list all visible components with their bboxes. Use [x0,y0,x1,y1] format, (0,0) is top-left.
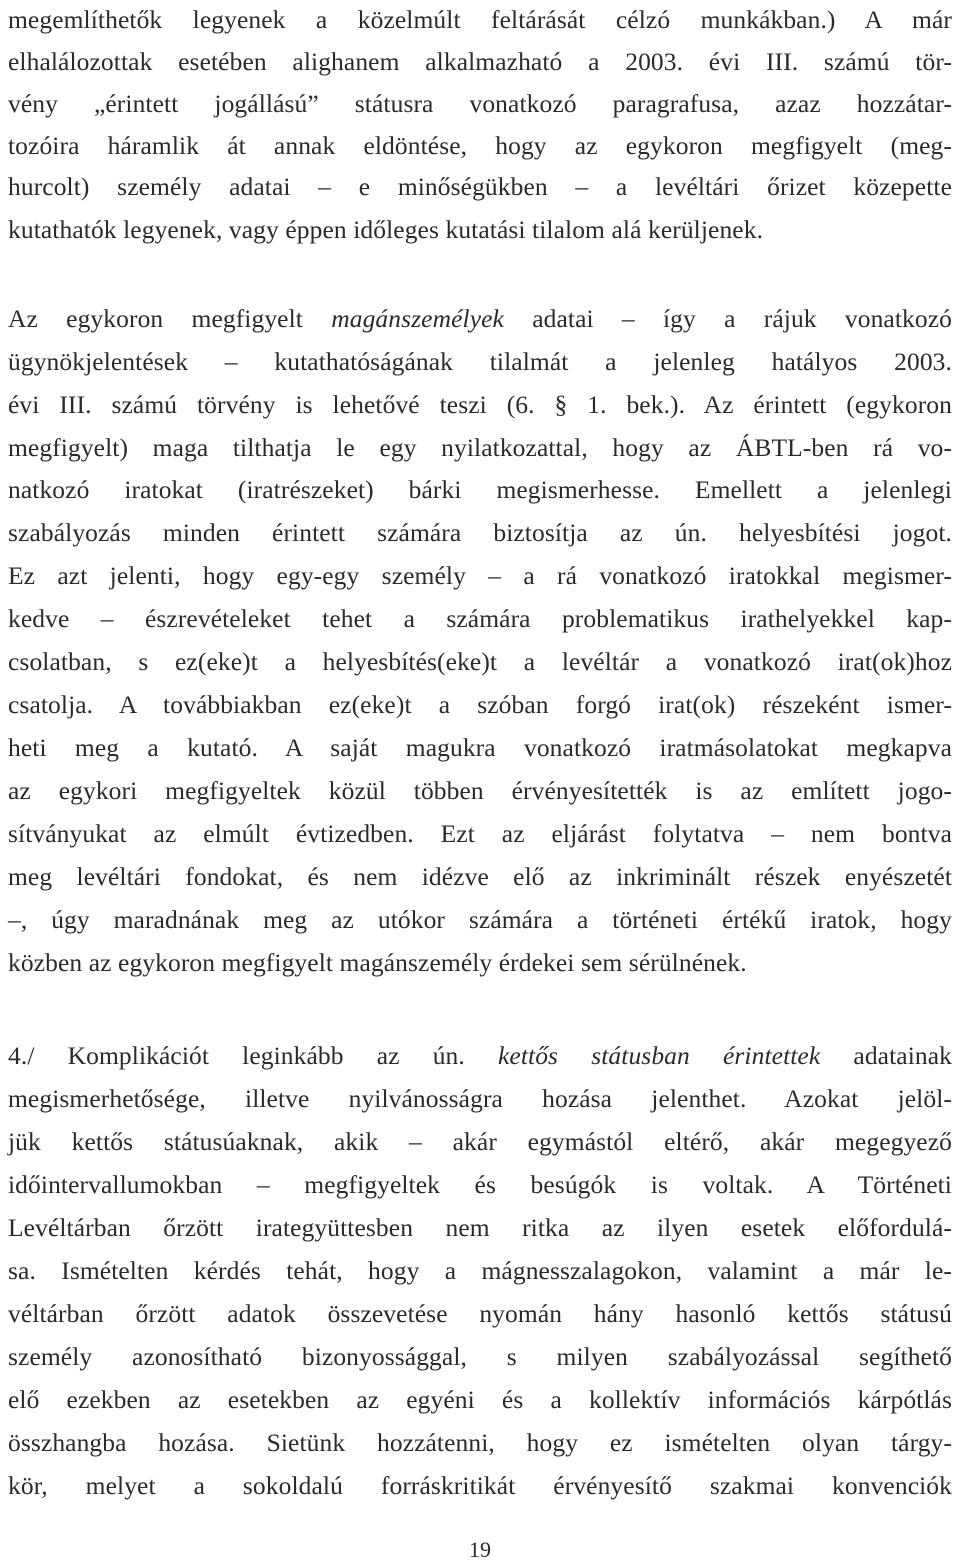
text-line: Ez azt jelenti, hogy egy-egy személy – a rá vonatkozó iratokkal megismer- [8,561,952,590]
text-line: személy azonosítható bizonyossággal, s milyen szabályozással segíthető [8,1342,952,1371]
text-line: kedve – észrevételeket tehet a számára problematikus irathelyekkel kap- [8,604,952,633]
text-line: kutathatók legyenek, vagy éppen időleges kutatási tilalom alá kerüljenek. [8,215,764,244]
text-line: –, úgy maradnának meg az utókor számára a történeti értékű iratok, hogy [8,905,952,934]
text-line: heti meg a kutató. A saját magukra vonatkozó iratmásolatokat megkapva [8,733,952,762]
text-line: elő ezekben az esetekben az egyéni és a kollektív információs kárpótlás [8,1385,952,1414]
text-line: csatolja. A továbbiakban ez(eke)t a szóban forgó irat(ok) részeként ismer- [8,690,952,719]
text-line: Az egykoron megfigyelt magánszemélyek adatai – így a rájuk vonatkozó [8,304,952,333]
text-line: sa. Ismételten kérdés tehát, hogy a mágnesszalagokon, valamint a már le- [8,1256,952,1285]
text-line: közben az egykoron megfigyelt magánszemély érdekei sem sérülnének. [8,948,747,977]
text-line: Levéltárban őrzött irategyüttesben nem ritka az ilyen esetek előfordulá- [8,1213,952,1242]
text-line: véltárban őrzött adatok összevetése nyomán hány hasonló kettős státusú [8,1299,952,1328]
text-line: hurcolt) személy adatai – e minőségükben – a levéltári őrizet közepette [8,172,952,201]
text-line: időintervallumokban – megfigyeltek és besúgók is voltak. A Történeti [8,1170,952,1199]
text-line: tozóira háramlik át annak eldöntése, hogy az egykoron megfigyelt (meg- [8,131,952,160]
text-line: jük kettős státusúaknak, akik – akár egymástól eltérő, akár megegyező [8,1127,952,1156]
text-line: ügynökjelentések – kutathatóságának tilalmát a jelenleg hatályos 2003. [8,347,952,376]
text-line: vény „érintett jogállású” státusra vonatkozó paragrafusa, azaz hozzátar- [8,89,952,118]
text-line: megismerhetősége, illetve nyilvánosságra hozása jelenthet. Azokat jelöl- [8,1084,952,1113]
text-line: natkozó iratokat (iratrészeket) bárki megismerhesse. Emellett a jelenlegi [8,475,952,504]
text-line: évi III. számú törvény is lehetővé teszi (6. § 1. bek.). Az érintett (egykoron [8,390,952,419]
text-line: 4./ Komplikációt leginkább az ún. kettős státusban érintettek adatainak [8,1041,952,1070]
text-line: meg levéltári fondokat, és nem idézve elő az inkriminált részek enyészetét [8,862,952,891]
text-line: elhalálozottak esetében alighanem alkalmazható a 2003. évi III. számú tör- [8,47,952,76]
text-line: az egykori megfigyeltek közül többen érvényesítették is az említett jogo- [8,776,952,805]
text-line: szabályozás minden érintett számára biztosítja az ún. helyesbítési jogot. [8,518,952,547]
emphasized-term: magánszemélyek [331,304,504,333]
text-line: összhangba hozása. Sietünk hozzátenni, hogy ez ismételten olyan tárgy- [8,1428,952,1457]
text-line: csolatban, s ez(eke)t a helyesbítés(eke)t a levéltár a vonatkozó irat(ok)hoz [8,647,952,676]
text-line: megfigyelt) maga tilthatja le egy nyilatkozattal, hogy az ÁBTL-ben rá vo- [8,433,952,462]
text-line: sítványukat az elmúlt évtizedben. Ezt az eljárást folytatva – nem bontva [8,819,952,848]
text-line: kör, melyet a sokoldalú forráskritikát érvényesítő szakmai konvenciók [8,1471,952,1500]
text-line: megemlíthetők legyenek a közelmúlt feltárását célzó munkákban.) A már [8,5,952,34]
page-number: 19 [469,1537,491,1562]
emphasized-term: kettős státusban érintettek [498,1041,821,1070]
